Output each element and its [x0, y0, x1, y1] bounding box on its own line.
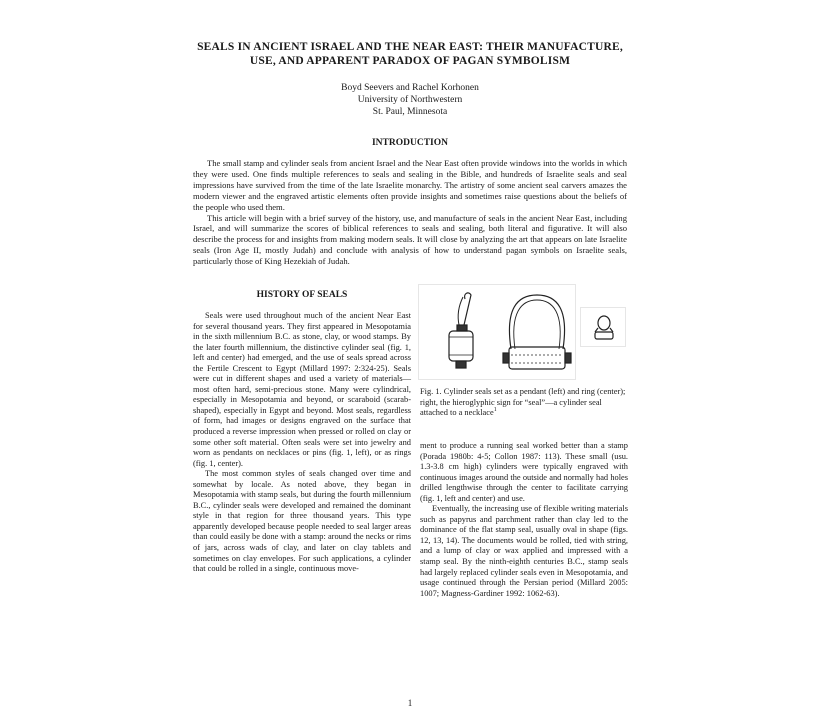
- author-names: Boyd Seevers and Rachel Korhonen: [341, 83, 479, 93]
- intro-paragraph-1: The small stamp and cylinder seals from ancient Israel and the Near East often provide windows into the worlds in which they were used. One finds multiple references to seals and sealing in the Bible, and hundreds of Israelite seals and seal impressions have survived from the time of the late Israelite monarchy. The artistry of some ancient seal carvers amazes the modern viewer and the engraved artistic elements often provide insights and sometimes raise questions about the beliefs of the people who used them.: [193, 158, 627, 212]
- title-line-2: USE, AND APPARENT PARADOX OF PAGAN SYMBOLISM: [249, 55, 571, 67]
- introduction-text: [193, 158, 627, 267]
- introduction-heading: INTRODUCTION: [371, 138, 448, 148]
- history-paragraph-2: The most common styles of seals changed over time and somewhat by locale. As noted above, they began in Mesopotamia with stamp seals, but during the fourth millennium B.C., cylinder seals were developed and remained the dominant style in that region for three thousand years. This type apparently developed because people needed to seal larger areas than could easily be done with a stamp: around the necks or rims of jars, across wads of clay, and later on clay tablets and sometimes on clay envelopes. For such applications, a cylinder that could be rolled in a single, continuous move-: [193, 469, 411, 574]
- author-affiliation: University of Northwestern: [357, 95, 463, 105]
- author-block: [250, 82, 570, 118]
- figure-1-caption: [420, 387, 628, 419]
- ring-seal-drawing: [503, 295, 571, 369]
- left-column: [193, 311, 411, 575]
- title-line-1: SEALS IN ANCIENT ISRAEL AND THE NEAR EAST: THEIR MANUFACTURE,: [197, 41, 623, 53]
- pendant-seal-drawing: [449, 293, 473, 368]
- history-paragraph-4: Eventually, the increasing use of flexible writing materials such as papyrus and parchment rather than clay led to the dominance of the flat stamp seal, usually oval in shape (figs. 12, 13, 14). The documents would be rolled, tied with string, and a lump of clay or wax applied and impressed with a stamp seal. By the ninth-eighth centuries B.C., stamp seals had largely replaced cylinder seals even in Mesopotamia, and usage continued through the Persian period (Millard 2005: 1007; Magness-Gardiner 1992: 1062-63).: [420, 504, 628, 598]
- history-paragraph-3: ment to produce a running seal worked better than a stamp (Porada 1980b: 4-5; Collon 1987: 113). These small (usu. 1.3-3.8 cm high) cylinders were typically engraved with continuous images around the outside and normally had holes drilled lengthwise through the center to facilitate carrying (fig. 1, left and center) and use.: [420, 441, 628, 503]
- hieroglyph-sign-box: [580, 307, 626, 347]
- right-column: [420, 441, 628, 599]
- footnote-mark: 1: [493, 407, 497, 414]
- figure-1: [418, 284, 628, 380]
- seal-hieroglyph-icon: [581, 308, 627, 348]
- caption-text: Fig. 1. Cylinder seals set as a pendant (left) and ring (center); right, the hieroglyphic sign for “seal”—a cylinder seal attached to a necklace: [420, 387, 626, 417]
- author-location: St. Paul, Minnesota: [372, 107, 448, 117]
- figure-1-illustration: [418, 284, 576, 380]
- paper-title: [150, 40, 670, 68]
- history-paragraph-1: Seals were used throughout much of the ancient Near East for several thousand years. They first appeared in Mesopotamia in the sixth millennium B.C. as stone, clay, or wood stamps. By the later fourth millennium, the distinctive cylinder seal (fig. 1, left and center) had emerged, and the use of seals spread across the Fertile Crescent to Egypt (Millard 1997: 2:324-25). Seals were cut in different shapes and used a variety of materials—most often hard, semi-precious stone. Many were cylindrical, especially in Mesopotamia and beyond, or scaraboid (scarab-shaped), especially in Egypt and beyond. Most seals, regardless of form, had images or designs engraved on the surface that produced a reverse impression when pressed or rolled on clay or some other soft material. Often seals were set into jewelry and worn as pendants on necklaces or pins (fig. 1, left), or as rings (fig. 1, center).: [193, 311, 411, 468]
- page-number: 1: [407, 698, 413, 708]
- intro-paragraph-2: This article will begin with a brief survey of the history, use, and manufacture of seals in the ancient Near East, including Israel, and will summarize the scores of biblical references to seals and sealing, both literal and figurative. It will also describe the process for and insights from making modern seals. It will close by analyzing the art that appears on late Israelite seals (Iron Age II, mostly Judah) and conclude with analysis of how to understand pagan symbols on Israelite seals, particularly those of King Hezekiah of Judah.: [193, 212, 627, 267]
- history-heading: HISTORY OF SEALS: [256, 290, 348, 300]
